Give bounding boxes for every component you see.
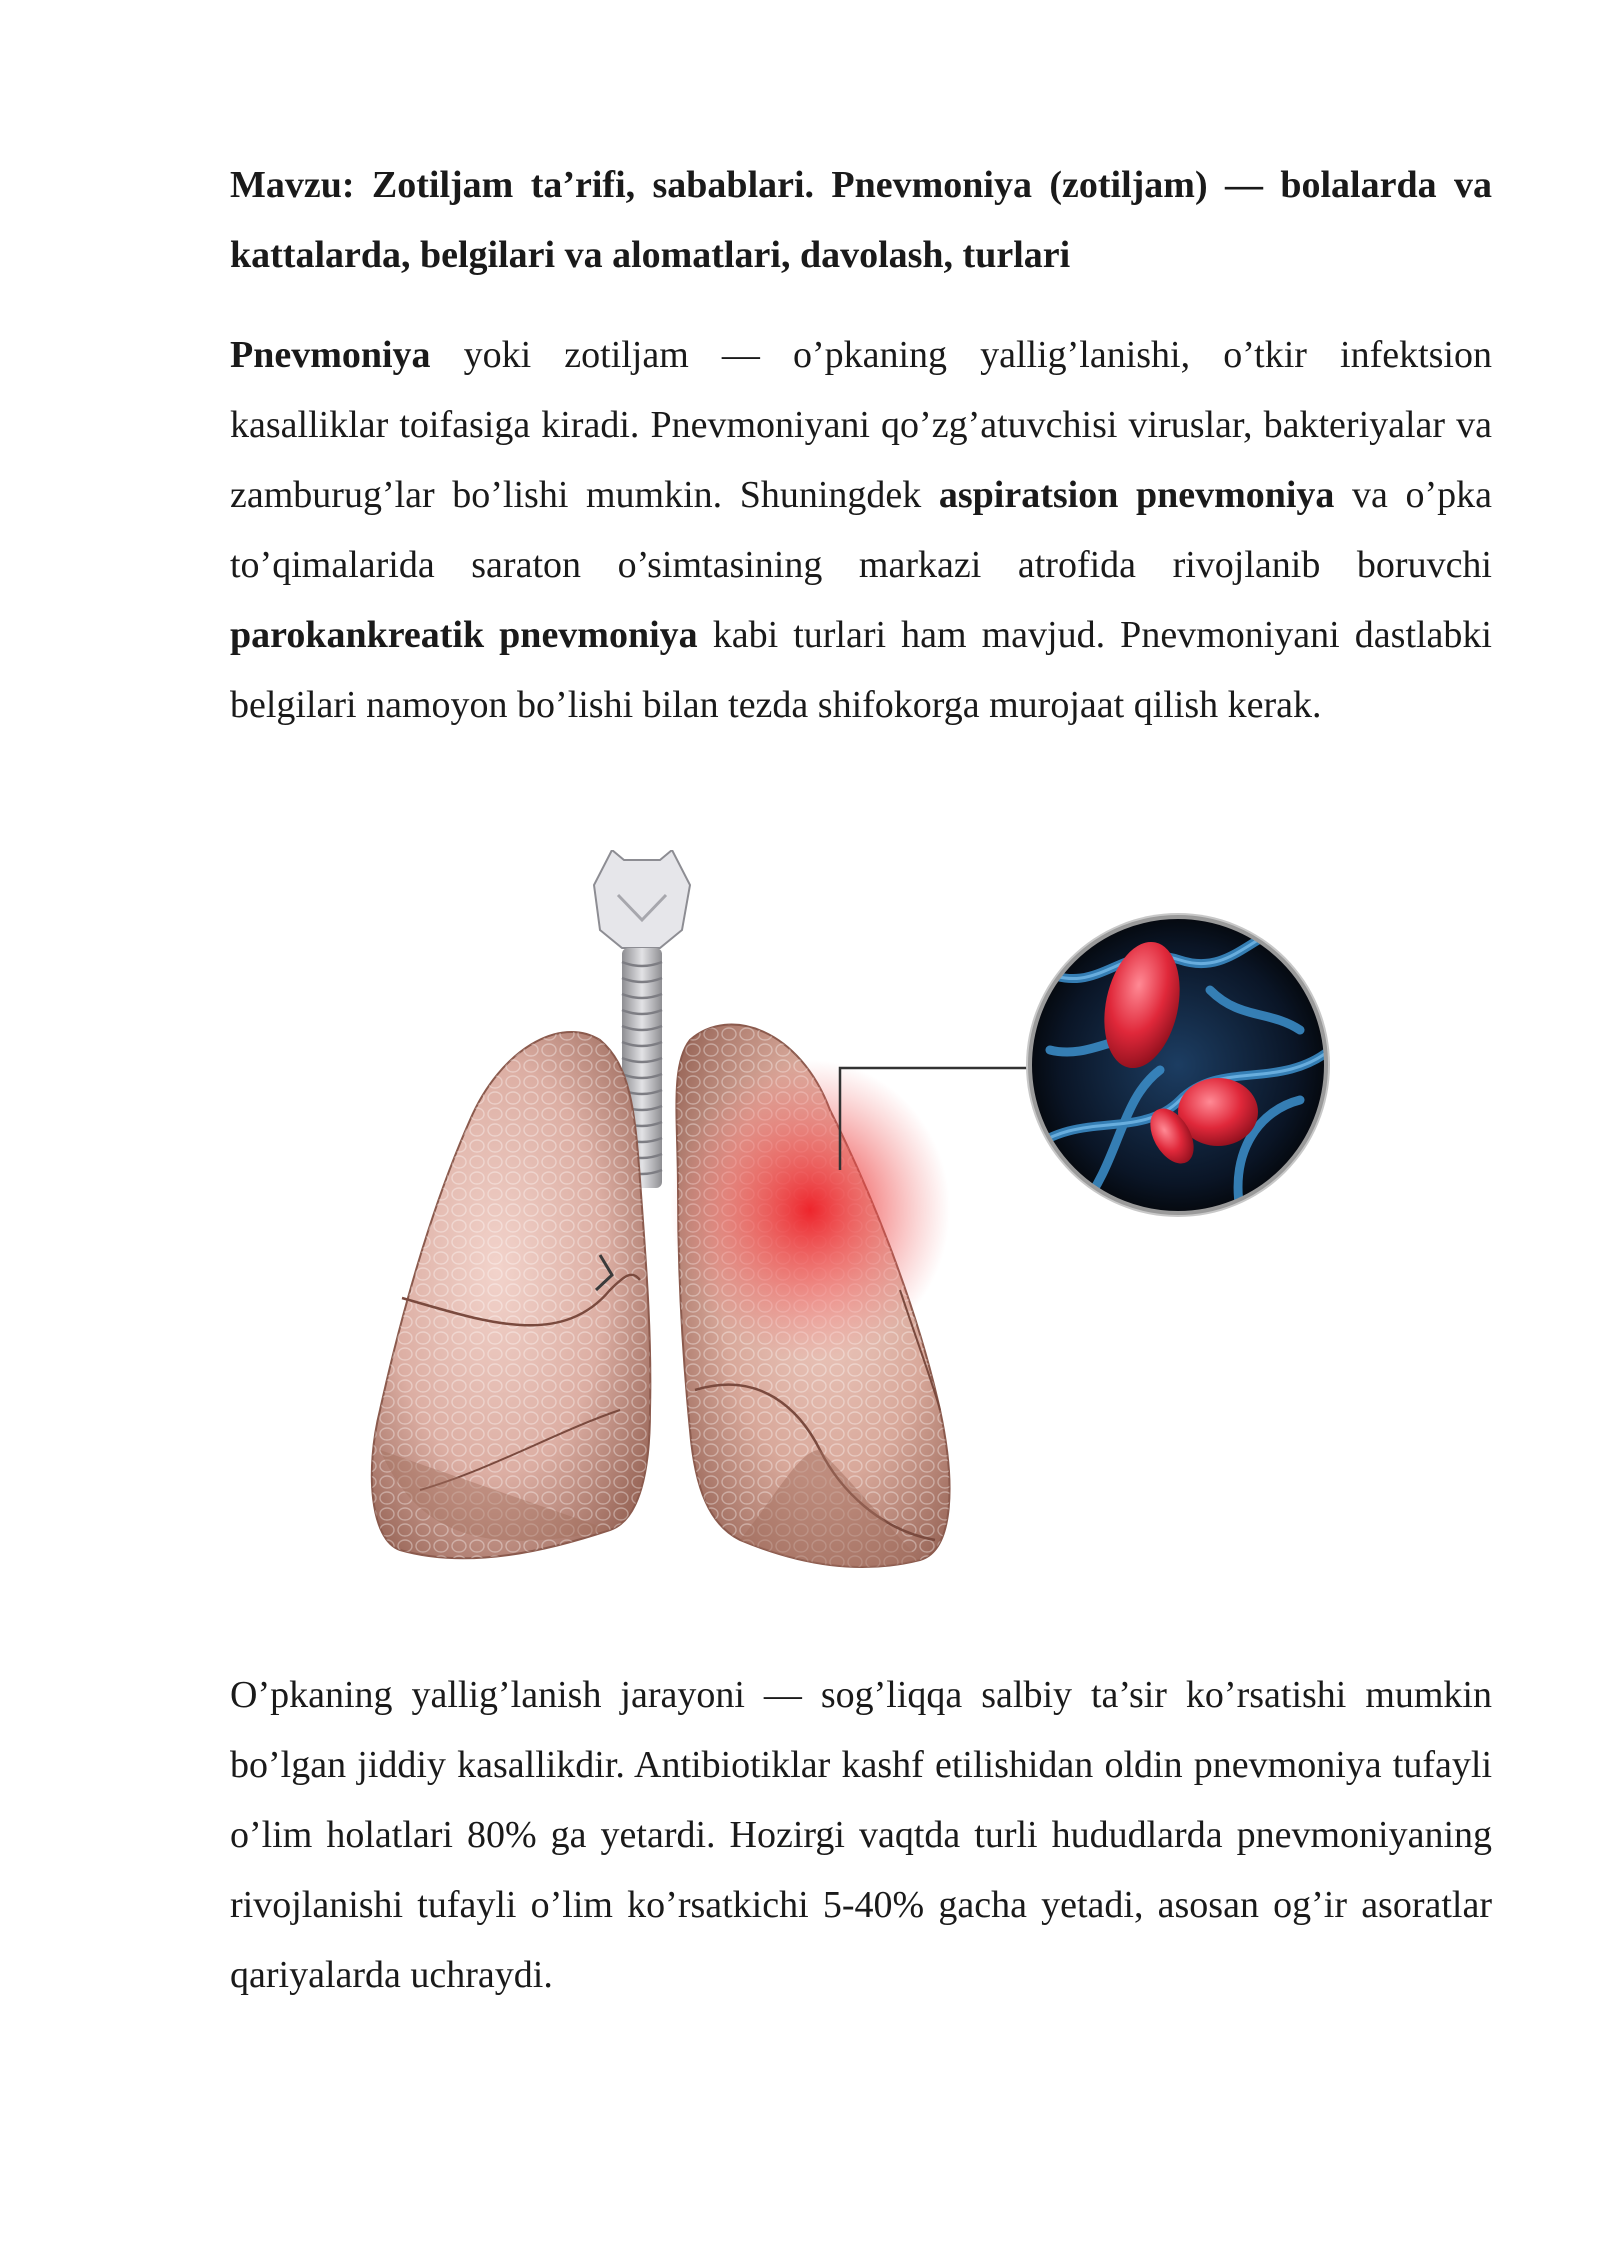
bacteria-inset [1026, 913, 1330, 1217]
intro-text-1: yoki zotiljam — o’pkaning yallig’lanishi, o’tkir infektsion kasalliklar toifasiga kiradi. Pnevmoniyani qo’zg’atuvchisi viruslar, bakteriyalar va zamburug’lar bo’lishi mumkin. Shuningdek [230, 334, 1492, 516]
term-aspiratsion: aspiratsion pnevmoniya [938, 474, 1335, 516]
lungs-illustration [360, 850, 1340, 1590]
right-lung [670, 1025, 950, 1567]
mortality-paragraph: O’pkaning yallig’lanish jarayoni — sog’liqqa salbiy ta’sir ko’rsatishi mumkin bo’lgan jiddiy kasallikdir. Antibiotiklar kashf etilishidan oldin pnevmoniya tufayli o’lim holatlari 80% ga yetardi. Hozirgi vaqtda turli hududlarda pnevmoniyaning rivojlanishi tufayli o’lim ko’rsatkichi 5-40% gacha yetadi, asosan og’ir asoratlar qariyalarda uchraydi. [230, 1674, 1492, 1996]
intro-text-3: kabi turlari ham mavjud. Pnevmoniyani dastlabki belgilari namoyon bo’lishi bilan tezda shifokorga murojaat qilish kerak. [230, 614, 1492, 726]
intro-text-2: va o’pka to’qimalarida saraton o’simtasining markazi atrofida rivojlanib boruvchi [230, 474, 1492, 586]
term-parokankreatik: parokankreatik pnevmoniya [230, 614, 698, 656]
term-pnevmoniya: Pnevmoniya [230, 334, 431, 376]
intro-paragraph [230, 320, 1492, 740]
page-title: Mavzu: Zotiljam ta’rifi, sabablari. Pnevmoniya (zotiljam) — bolalarda va kattalarda, belgilari va alomatlari, davolash, turlari [230, 164, 1492, 276]
larynx [594, 850, 690, 948]
left-lung [372, 1032, 651, 1558]
